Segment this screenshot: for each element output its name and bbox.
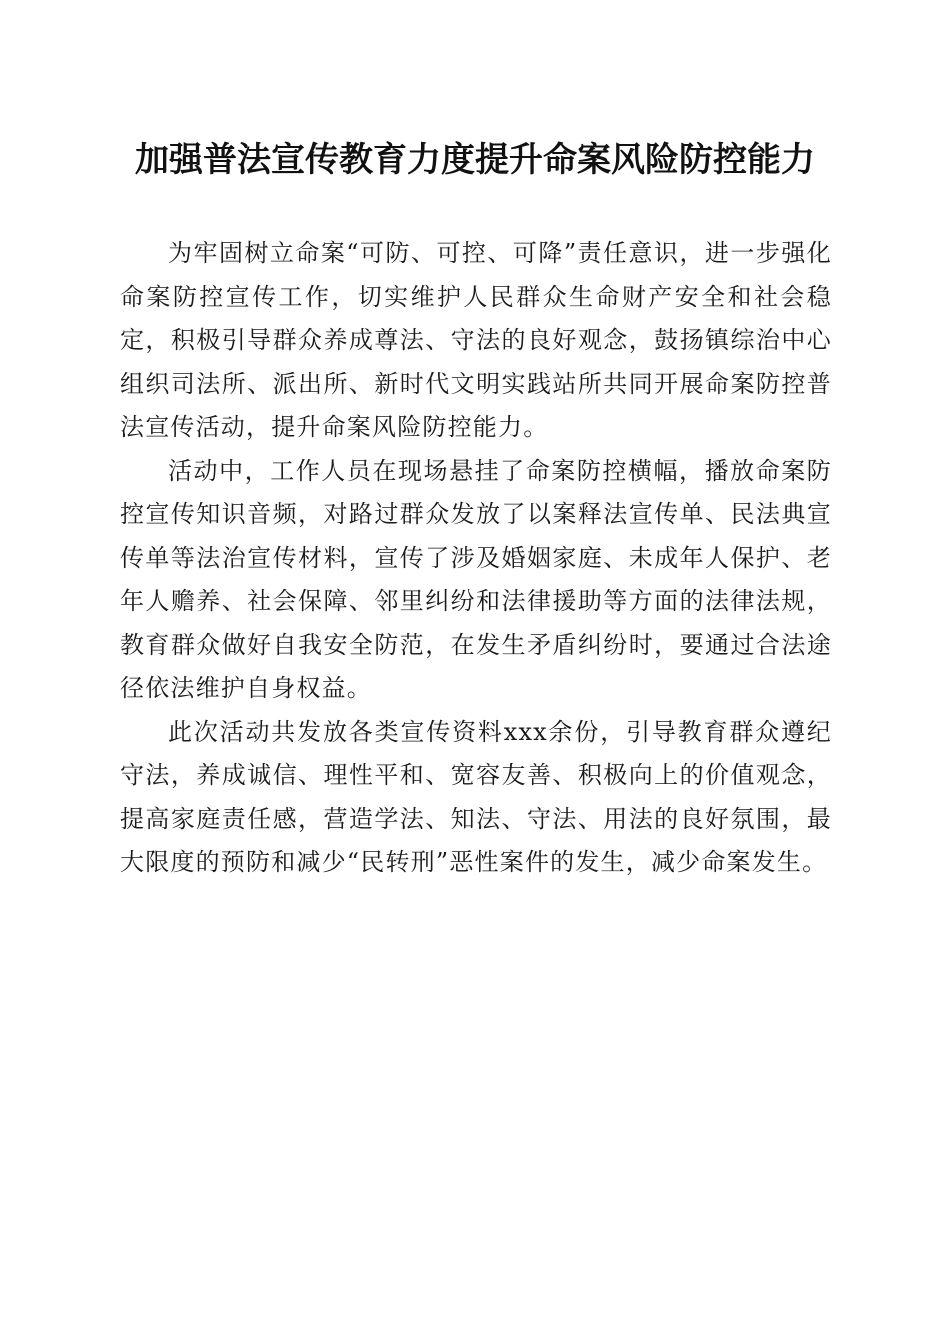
- paragraph-activity: 活动中，工作人员在现场悬挂了命案防控横幅，播放命案防控宣传知识音频，对路过群众发放了以案释法宣传单、民法典宣传单等法治宣传材料，宣传了涉及婚姻家庭、未成年人保护、老年人赡养、社会保障、邻里纠纷和法律援助等方面的法律法规，教育群众做好自我安全防范，在发生矛盾纠纷时，要通过合法途径依法维护自身权益。: [120, 456, 832, 702]
- document-body: [120, 232, 832, 885]
- document-title: 加强普法宣传教育力度提升命案风险防控能力: [135, 140, 815, 180]
- paragraph-summary: 此次活动共发放各类宣传资料xxx余份，引导教育群众遵纪守法，养成诚信、理性平和、宽容友善、积极向上的价值观念，提高家庭责任感，营造学法、知法、守法、用法的良好氛围，最大限度的预防和减少“民转刑”恶性案件的发生，减少命案发生。: [120, 717, 832, 876]
- paragraph-intro: 为牢固树立命案“可防、可控、可降”责任意识，进一步强化命案防控宣传工作，切实维护人民群众生命财产安全和社会稳定，积极引导群众养成尊法、守法的良好观念，鼓扬镇综治中心组织司法所、派出所、新时代文明实践站所共同开展命案防控普法宣传活动，提升命案风险防控能力。: [120, 239, 832, 441]
